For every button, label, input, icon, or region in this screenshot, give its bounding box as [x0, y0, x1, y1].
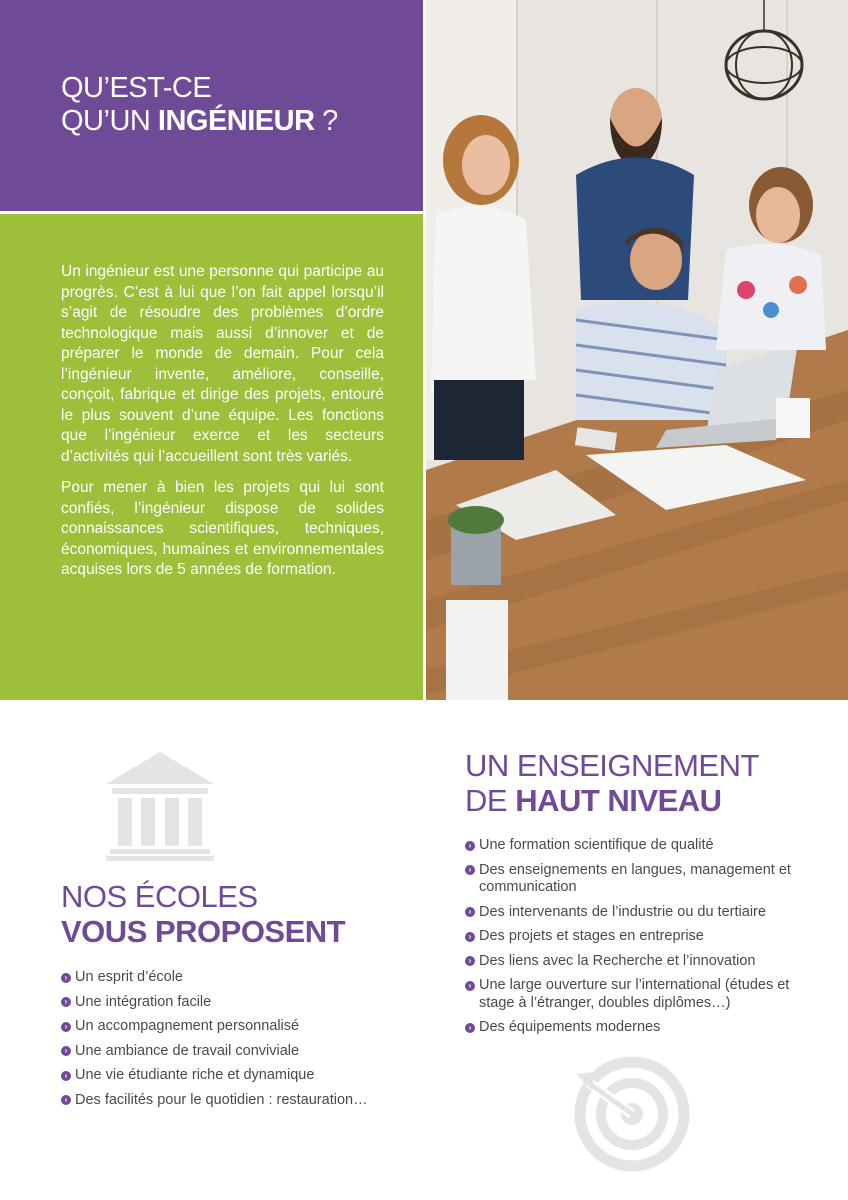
- list-item: › Des équipements modernes: [465, 1019, 815, 1037]
- chevron-right-icon: ›: [465, 981, 475, 991]
- chevron-right-icon: ›: [465, 865, 475, 875]
- list-item: › Une ambiance de travail conviviale: [61, 1043, 401, 1061]
- teaching-title-line-1: UN ENSEIGNEMENT: [465, 748, 759, 783]
- teaching-list: [465, 837, 815, 1044]
- intro-text: [61, 262, 384, 581]
- intro-paragraph-2: Pour mener à bien les projets qui lui sont confiés, l’ingénieur dispose de solides connaissances scientifiques, techniques, économiques, humaines et environnementales acquises lors de 5 années de formation.: [61, 479, 384, 578]
- title-panel: [0, 0, 423, 211]
- list-item: › Des intervenants de l’industrie ou du tertiaire: [465, 904, 815, 922]
- chevron-right-icon: ›: [61, 1071, 71, 1081]
- title-line-2-bold: INGÉNIEUR: [157, 105, 315, 137]
- list-item: › Une intégration facile: [61, 994, 401, 1012]
- teaching-title-line-2-bold: HAUT NIVEAU: [515, 783, 722, 818]
- list-item: › Des facilités pour le quotidien : restauration…: [61, 1092, 401, 1110]
- teaching-title-line-2-prefix: DE: [465, 783, 516, 818]
- chevron-right-icon: ›: [61, 1046, 71, 1056]
- list-item: › Des enseignements en langues, management et communication: [465, 862, 815, 897]
- temple-icon: [106, 752, 214, 867]
- chevron-right-icon: ›: [61, 997, 71, 1007]
- list-item: › Une vie étudiante riche et dynamique: [61, 1067, 401, 1085]
- list-item: › Des liens avec la Recherche et l’innovation: [465, 953, 815, 971]
- chevron-right-icon: ›: [465, 932, 475, 942]
- chevron-right-icon: ›: [465, 1023, 475, 1033]
- title-line-2-prefix: QU’UN: [61, 105, 158, 137]
- list-item: › Une large ouverture sur l’international (études et stage à l’étranger, doubles diplômes…): [465, 977, 815, 1012]
- chevron-right-icon: ›: [465, 956, 475, 966]
- chevron-right-icon: ›: [61, 1095, 71, 1105]
- title-line-2-suffix: ?: [314, 105, 338, 137]
- target-icon: [570, 1052, 690, 1177]
- list-item: › Des projets et stages en entreprise: [465, 928, 815, 946]
- teaching-title: [465, 748, 759, 818]
- list-item: › Un esprit d’école: [61, 969, 401, 987]
- schools-title: [61, 879, 345, 949]
- chevron-right-icon: ›: [465, 841, 475, 851]
- intro-paragraph-1: Un ingénieur est une personne qui participe au progrès. C’est à lui que l’on fait appel lorsqu’il s’agit de résoudre des problèmes d’ordre technologique mais aussi d’innover et de préparer le monde de demain. Pour cela l’ingénieur invente, améliore, conseille, conçoit, fabrique et dirige des projets, entouré le plus souvent d’une équipe. Les fonctions que l’ingénieur exerce et les secteurs d’activités qui l’accueillent sont très variés.: [61, 263, 384, 465]
- team-photo: [426, 0, 848, 700]
- page-title: [61, 72, 338, 138]
- schools-title-line-1: NOS ÉCOLES: [61, 879, 258, 914]
- schools-list: [61, 969, 401, 1116]
- chevron-right-icon: ›: [61, 1022, 71, 1032]
- list-item: › Un accompagnement personnalisé: [61, 1018, 401, 1036]
- schools-title-line-2: VOUS PROPOSENT: [61, 914, 346, 949]
- list-item: › Une formation scientifique de qualité: [465, 837, 815, 855]
- chevron-right-icon: ›: [61, 973, 71, 983]
- chevron-right-icon: ›: [465, 907, 475, 917]
- title-line-1: QU’EST-CE: [61, 72, 212, 104]
